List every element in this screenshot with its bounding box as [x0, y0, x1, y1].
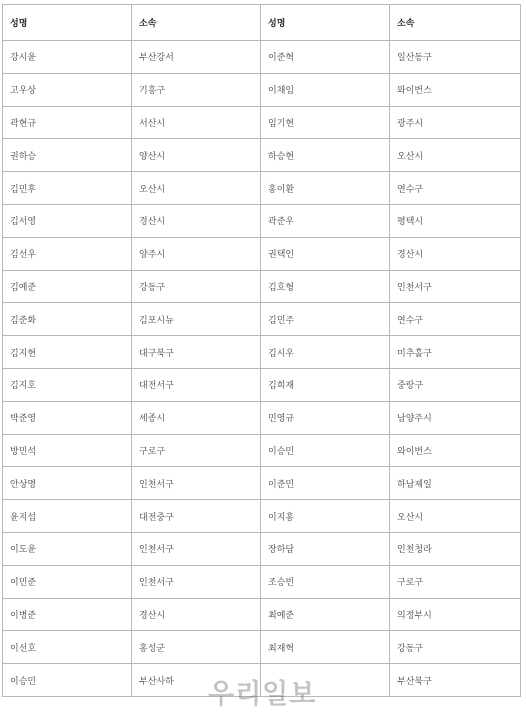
- affiliation-cell: 김포시뉴: [132, 303, 261, 336]
- table-row: [3, 336, 521, 369]
- name-cell: 장하담: [261, 532, 390, 565]
- table-row: [3, 237, 521, 270]
- affiliation-cell: 연수구: [390, 172, 521, 205]
- affiliation-cell: 인천서구: [132, 565, 261, 598]
- affiliation-cell: 부산북구: [390, 664, 521, 697]
- name-cell: 최예준: [261, 598, 390, 631]
- name-cell: 이준혁: [261, 41, 390, 74]
- name-cell: 방민석: [3, 434, 132, 467]
- name-cell: 이지홍: [261, 500, 390, 533]
- name-cell: 이승민: [3, 664, 132, 697]
- name-cell: 김지호: [3, 368, 132, 401]
- name-cell: 홍이환: [261, 172, 390, 205]
- name-cell: 권하승: [3, 139, 132, 172]
- name-cell: 이도윤: [3, 532, 132, 565]
- name-cell: 김민주: [261, 303, 390, 336]
- affiliation-cell: 오산시: [390, 500, 521, 533]
- name-cell: 윤지섭: [3, 500, 132, 533]
- affiliation-cell: 오산시: [132, 172, 261, 205]
- name-cell: 곽준우: [261, 204, 390, 237]
- affiliation-cell: 양산시: [132, 139, 261, 172]
- name-cell: 이선호: [3, 631, 132, 664]
- name-cell: 임기현: [261, 106, 390, 139]
- name-cell: 곽현규: [3, 106, 132, 139]
- header-affiliation-2: 소속: [390, 5, 521, 41]
- table-row: [3, 368, 521, 401]
- newspaper-watermark: 우리일보: [208, 679, 317, 710]
- affiliation-cell: 연수구: [390, 303, 521, 336]
- name-cell: 김희재: [261, 368, 390, 401]
- table-row: [3, 532, 521, 565]
- name-cell: 김민후: [3, 172, 132, 205]
- affiliation-cell: 대구북구: [132, 336, 261, 369]
- affiliation-cell: 인천청라: [390, 532, 521, 565]
- name-cell: 김선우: [3, 237, 132, 270]
- affiliation-cell: 중랑구: [390, 368, 521, 401]
- affiliation-cell: 경산시: [132, 598, 261, 631]
- affiliation-cell: 강동구: [132, 270, 261, 303]
- affiliation-cell: 오산시: [390, 139, 521, 172]
- table-row: [3, 598, 521, 631]
- name-cell: 하승현: [261, 139, 390, 172]
- name-cell: 이병준: [3, 598, 132, 631]
- affiliation-cell: 세종시: [132, 401, 261, 434]
- affiliation-cell: 와이번스: [390, 73, 521, 106]
- affiliation-cell: 서산시: [132, 106, 261, 139]
- affiliation-cell: 하남제일: [390, 467, 521, 500]
- affiliation-cell: 인천서구: [132, 467, 261, 500]
- table-row: [3, 303, 521, 336]
- affiliation-cell: 대전중구: [132, 500, 261, 533]
- roster-body: [3, 41, 521, 697]
- table-row: [3, 106, 521, 139]
- table-row: [3, 500, 521, 533]
- affiliation-cell: 평택시: [390, 204, 521, 237]
- table-row: [3, 73, 521, 106]
- name-cell: 이준민: [261, 467, 390, 500]
- name-cell: 박준영: [3, 401, 132, 434]
- affiliation-cell: 구로구: [390, 565, 521, 598]
- header-name-1: 성명: [3, 5, 132, 41]
- affiliation-cell: 남양주시: [390, 401, 521, 434]
- table-row: [3, 204, 521, 237]
- name-cell: 김시우: [261, 336, 390, 369]
- header-row: [3, 5, 521, 41]
- name-cell: 김준화: [3, 303, 132, 336]
- affiliation-cell: 부산강서: [132, 41, 261, 74]
- affiliation-cell: 일산동구: [390, 41, 521, 74]
- affiliation-cell: 경산시: [390, 237, 521, 270]
- affiliation-cell: 경산시: [132, 204, 261, 237]
- name-cell: 민영규: [261, 401, 390, 434]
- name-cell: 김호형: [261, 270, 390, 303]
- affiliation-cell: 강동구: [390, 631, 521, 664]
- name-cell: 이채임: [261, 73, 390, 106]
- name-cell: 이민준: [3, 565, 132, 598]
- affiliation-cell: 광주시: [390, 106, 521, 139]
- roster-table: [2, 4, 521, 697]
- affiliation-cell: 미추홀구: [390, 336, 521, 369]
- name-cell: 이승민: [261, 434, 390, 467]
- name-cell: 강시윤: [3, 41, 132, 74]
- affiliation-cell: 부산사하: [132, 664, 261, 697]
- table-row: [3, 631, 521, 664]
- table-row: [3, 139, 521, 172]
- name-cell: 안상명: [3, 467, 132, 500]
- name-cell: 고우상: [3, 73, 132, 106]
- affiliation-cell: 인천서구: [132, 532, 261, 565]
- table-row: [3, 41, 521, 74]
- affiliation-cell: 의정부시: [390, 598, 521, 631]
- affiliation-cell: 와이번스: [390, 434, 521, 467]
- affiliation-cell: 홍성군: [132, 631, 261, 664]
- affiliation-cell: 양주시: [132, 237, 261, 270]
- header-affiliation-1: 소속: [132, 5, 261, 41]
- affiliation-cell: 대전서구: [132, 368, 261, 401]
- name-cell: 최재혁: [261, 631, 390, 664]
- name-cell: 김서영: [3, 204, 132, 237]
- table-row: [3, 434, 521, 467]
- header-name-2: 성명: [261, 5, 390, 41]
- name-cell: 권택인: [261, 237, 390, 270]
- table-row: [3, 172, 521, 205]
- affiliation-cell: 구로구: [132, 434, 261, 467]
- table-row: [3, 401, 521, 434]
- affiliation-cell: 인천서구: [390, 270, 521, 303]
- name-cell: 조승빈: [261, 565, 390, 598]
- name-cell: 김지현: [3, 336, 132, 369]
- table-row: [3, 565, 521, 598]
- table-row: [3, 270, 521, 303]
- name-cell: 김예준: [3, 270, 132, 303]
- affiliation-cell: 기흥구: [132, 73, 261, 106]
- table-row: [3, 467, 521, 500]
